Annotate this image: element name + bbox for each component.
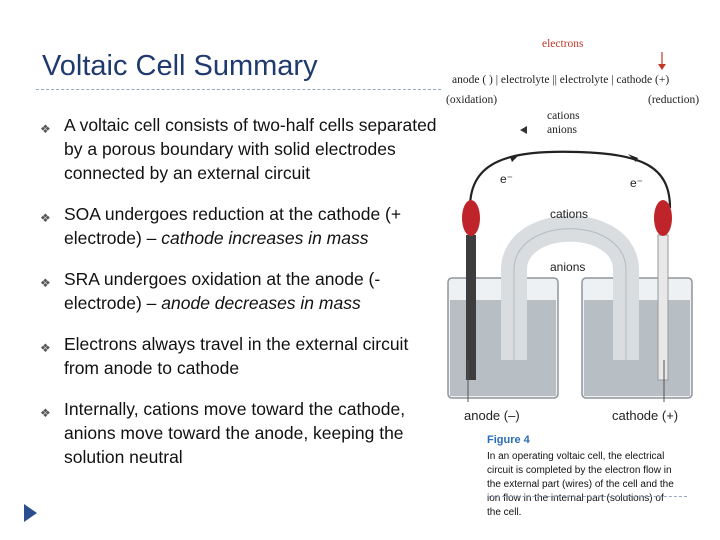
bullet-text: Internally, cations move toward the cathode, anions move toward the anode, keeping the solution neutral: [64, 399, 406, 467]
ion-direction-arrow-icon: [520, 126, 527, 134]
bullet-marker-icon: ❖: [40, 211, 51, 225]
oxidation-label: (oxidation): [446, 94, 498, 106]
anode-electrode: [466, 235, 476, 380]
figure-caption: In an operating voltaic cell, the electrical circuit is completed by the electron flow in the external part (wires) of the cell and the ion flow in the internal part (solutions) of the cell.: [487, 451, 674, 518]
bridge-anions-label: anions: [550, 260, 586, 274]
cations-label: cations: [547, 110, 580, 122]
bullet-item: [40, 397, 445, 469]
voltaic-cell-figure: [440, 30, 715, 530]
bridge-cations-label: cations: [550, 207, 589, 221]
bullet-emphasis: cathode increases in mass: [161, 228, 369, 248]
bullet-marker-icon: ❖: [40, 406, 51, 420]
bullet-item: [40, 113, 445, 185]
bullet-marker-icon: ❖: [40, 122, 51, 136]
bullet-item: [40, 267, 445, 315]
anions-label: anions: [547, 124, 578, 136]
anode-clip-icon: [462, 200, 480, 236]
cathode-label: cathode (+): [612, 408, 679, 423]
bullet-text: Electrons always travel in the external circuit from anode to cathode: [64, 334, 409, 378]
bullet-list: [40, 113, 445, 486]
electron-arrowhead-icon: [658, 64, 666, 70]
slide-nav-arrow-icon[interactable]: [24, 504, 37, 522]
cathode-clip-icon: [654, 200, 672, 236]
electrons-label: electrons: [542, 38, 584, 50]
bullet-marker-icon: ❖: [40, 276, 51, 290]
bullet-marker-icon: ❖: [40, 341, 51, 355]
cell-diagram: [440, 30, 715, 430]
electron-right-label: e⁻: [630, 176, 644, 190]
cathode-electrode: [658, 235, 668, 380]
shorthand-notation: anode ( ) | electrolyte || electrolyte | cathode (+): [452, 74, 670, 86]
bullet-item: [40, 202, 445, 250]
title-divider: [36, 89, 441, 90]
reduction-label: (reduction): [648, 94, 700, 106]
figure-title: Figure 4: [487, 434, 530, 446]
electron-left-label: e⁻: [500, 172, 514, 186]
bullet-text: SRA undergoes oxidation at the anode (- electrode) –: [64, 269, 381, 313]
bullet-emphasis: anode decreases in mass: [161, 293, 361, 313]
bullet-item: [40, 332, 445, 380]
anode-label: anode (–): [464, 408, 520, 423]
bullet-text: A voltaic cell consists of two-half cells separated by a porous boundary with solid electrodes connected by an external circuit: [64, 115, 437, 183]
slide-title: Voltaic Cell Summary: [42, 50, 318, 82]
bullet-text: SOA undergoes reduction at the cathode (+ electrode) –: [64, 204, 402, 248]
caption-divider: [487, 496, 687, 497]
